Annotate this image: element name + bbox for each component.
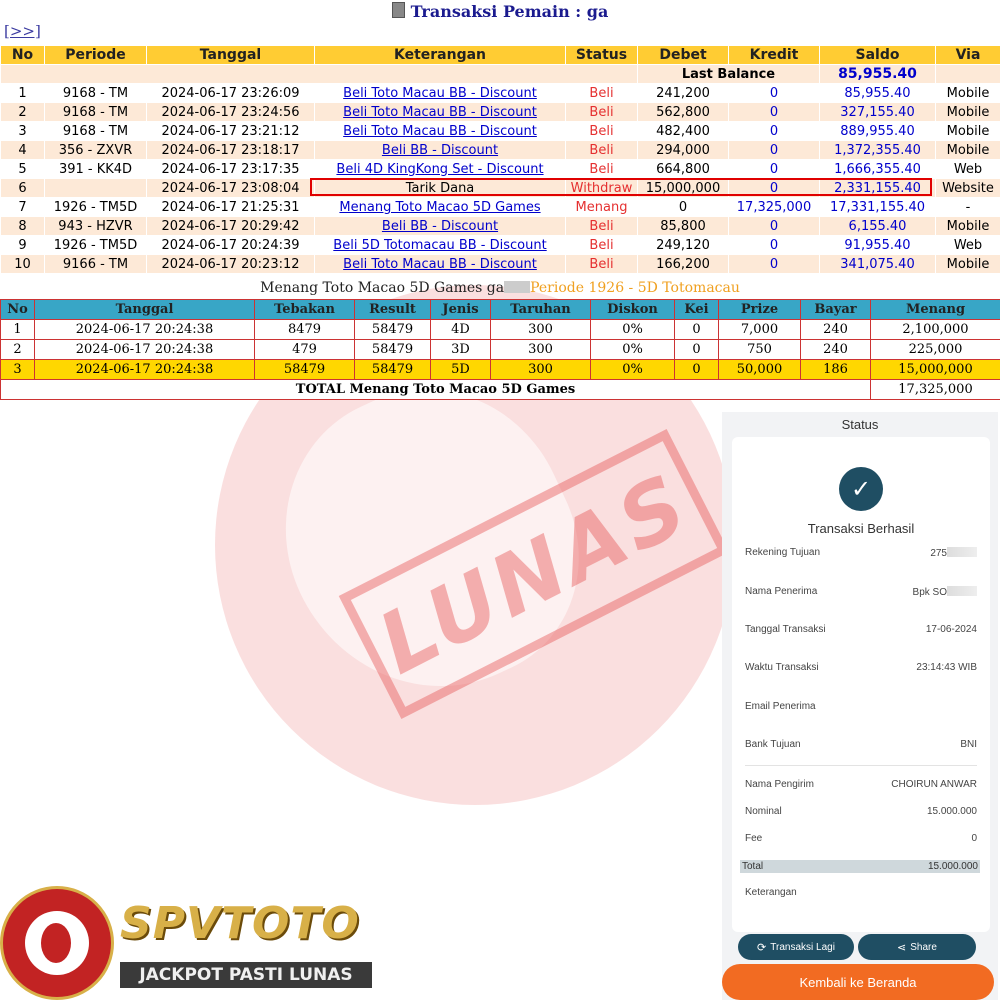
cell-via: Web	[936, 160, 1000, 179]
win-cell-prize: 750	[719, 340, 801, 360]
cell-kredit: 0	[729, 141, 820, 160]
share-icon: ⋖	[897, 941, 907, 954]
pengirim-value: CHOIRUN ANWAR	[891, 779, 977, 790]
cell-saldo: 85,955.40	[820, 84, 936, 103]
w-col-tebakan: Tebakan	[255, 300, 355, 320]
cell-kredit: 0	[729, 103, 820, 122]
win-cell-jenis: 4D	[431, 320, 491, 340]
transaction-detail-link[interactable]: Beli 5D Totomacau BB - Discount	[333, 237, 547, 253]
transaction-detail-link[interactable]: Beli Toto Macau BB - Discount	[343, 104, 537, 120]
col-via: Via	[936, 46, 1000, 65]
win-cell-diskon: 0%	[591, 320, 675, 340]
col-tanggal: Tanggal	[147, 46, 315, 65]
cell-saldo: 1,666,355.40	[820, 160, 936, 179]
win-cell-jenis: 5D	[431, 360, 491, 380]
cell-kredit: 0	[729, 84, 820, 103]
last-balance-row	[1, 65, 1000, 84]
cell-periode	[45, 179, 147, 198]
transaction-row	[1, 179, 1000, 198]
cell-via: Website	[936, 179, 1000, 198]
transaction-success-text: Transaksi Berhasil	[807, 521, 915, 536]
win-cell-menang: 225,000	[871, 340, 1000, 360]
rekening-value: 275	[930, 548, 947, 559]
win-cell-result: 58479	[355, 320, 431, 340]
document-icon	[392, 2, 405, 18]
cell-kredit: 0	[729, 255, 820, 274]
cell-no: 6	[1, 179, 45, 198]
rekening-label: Rekening Tujuan	[745, 547, 821, 558]
cell-no: 9	[1, 236, 45, 255]
cell-debet: 0	[638, 198, 729, 217]
cell-status: Beli	[566, 103, 638, 122]
nama-value: Bpk SO	[912, 587, 947, 598]
cell-debet: 482,400	[638, 122, 729, 141]
cell-debet: 85,800	[638, 217, 729, 236]
win-cell-tanggal: 2024-06-17 20:24:38	[35, 340, 255, 360]
cell-saldo: 91,955.40	[820, 236, 936, 255]
cell-saldo: 1,372,355.40	[820, 141, 936, 160]
win-cell-tebakan: 58479	[255, 360, 355, 380]
bank-value: BNI	[960, 739, 977, 750]
transaction-row	[1, 141, 1000, 160]
tanggal-value: 17-06-2024	[925, 624, 977, 635]
win-detail-table	[0, 299, 1000, 400]
cell-keterangan	[315, 255, 566, 274]
w-col-bayar: Bayar	[801, 300, 871, 320]
cell-status: Menang	[566, 198, 638, 217]
col-debet: Debet	[638, 46, 729, 65]
win-cell-bayar: 240	[801, 320, 871, 340]
next-page-link[interactable]: [>>]	[4, 22, 41, 40]
w-col-prize: Prize	[719, 300, 801, 320]
total-value: 15.000.000	[927, 861, 978, 872]
win-cell-result: 58479	[355, 360, 431, 380]
cell-status: Beli	[566, 255, 638, 274]
win-cell-result: 58479	[355, 340, 431, 360]
transaction-row	[1, 198, 1000, 217]
transaction-row	[1, 255, 1000, 274]
page-title-text: Transaksi Pemain : ga	[410, 2, 609, 21]
win-cell-kei: 0	[675, 320, 719, 340]
transaction-detail-link[interactable]: Beli 4D KingKong Set - Discount	[336, 161, 544, 177]
cell-status: Beli	[566, 84, 638, 103]
transaction-row	[1, 160, 1000, 179]
cell-tanggal: 2024-06-17 23:24:56	[147, 103, 315, 122]
win-cell-prize: 7,000	[719, 320, 801, 340]
col-periode: Periode	[45, 46, 147, 65]
w-col-result: Result	[355, 300, 431, 320]
win-periode: Periode 1926 - 5D Totomacau	[530, 280, 740, 296]
transaction-row	[1, 122, 1000, 141]
cell-tanggal: 2024-06-17 21:25:31	[147, 198, 315, 217]
w-col-kei: Kei	[675, 300, 719, 320]
cell-status: Beli	[566, 122, 638, 141]
cell-kredit: 0	[729, 179, 820, 198]
win-cell-diskon: 0%	[591, 340, 675, 360]
cell-saldo: 341,075.40	[820, 255, 936, 274]
cell-no: 5	[1, 160, 45, 179]
page-title	[0, 2, 1000, 21]
cell-tanggal: 2024-06-17 23:08:04	[147, 179, 315, 198]
email-label: Email Penerima	[745, 701, 816, 712]
cell-tanggal: 2024-06-17 23:21:12	[147, 122, 315, 141]
zodiac-emblem-icon	[0, 886, 114, 1000]
refresh-icon: ⟳	[757, 941, 767, 954]
win-total-value: 17,325,000	[871, 380, 1000, 400]
cell-via: Mobile	[936, 103, 1000, 122]
win-cell-tanggal: 2024-06-17 20:24:38	[35, 360, 255, 380]
keterangan-label: Keterangan	[745, 887, 797, 898]
col-kredit: Kredit	[729, 46, 820, 65]
transaksi-lagi-label: Transaksi Lagi	[770, 941, 835, 953]
cell-tanggal: 2024-06-17 23:26:09	[147, 84, 315, 103]
cell-debet: 166,200	[638, 255, 729, 274]
win-cell-bayar: 186	[801, 360, 871, 380]
transaction-row	[1, 236, 1000, 255]
w-col-diskon: Diskon	[591, 300, 675, 320]
cell-kredit: 0	[729, 217, 820, 236]
w-col-menang: Menang	[871, 300, 1000, 320]
cell-no: 10	[1, 255, 45, 274]
transaction-detail-link[interactable]: Beli Toto Macau BB - Discount	[343, 85, 537, 101]
cell-status: Beli	[566, 160, 638, 179]
transaction-detail-link[interactable]: Beli BB - Discount	[381, 218, 499, 234]
last-balance-value: 85,955.40	[820, 65, 936, 84]
col-status: Status	[566, 46, 638, 65]
pengirim-label: Nama Pengirim	[745, 779, 814, 790]
nominal-label: Nominal	[745, 806, 782, 817]
win-cell-no: 2	[1, 340, 35, 360]
win-cell-jenis: 3D	[431, 340, 491, 360]
win-row	[1, 340, 1000, 360]
win-cell-menang: 2,100,000	[871, 320, 1000, 340]
cell-periode: 391 - KK4D	[45, 160, 147, 179]
status-card-actions	[738, 934, 994, 960]
transaction-detail-link[interactable]: Beli Toto Macau BB - Discount	[343, 123, 537, 139]
win-cell-prize: 50,000	[719, 360, 801, 380]
cell-kredit: 0	[729, 160, 820, 179]
w-col-taruhan: Taruhan	[491, 300, 591, 320]
cell-debet: 249,120	[638, 236, 729, 255]
cell-saldo: 327,155.40	[820, 103, 936, 122]
cell-debet: 294,000	[638, 141, 729, 160]
transaksi-lagi-button[interactable]	[738, 934, 854, 960]
cell-debet: 241,200	[638, 84, 729, 103]
transaction-detail-link[interactable]: Beli BB - Discount	[381, 142, 499, 158]
fee-value: 0	[971, 833, 977, 844]
win-cell-tebakan: 479	[255, 340, 355, 360]
last-balance-label: Last Balance	[638, 65, 820, 84]
nominal-value: 15.000.000	[926, 806, 977, 817]
cell-saldo: 6,155.40	[820, 217, 936, 236]
cell-keterangan	[315, 236, 566, 255]
transaction-row	[1, 103, 1000, 122]
col-keterangan: Keterangan	[315, 46, 566, 65]
col-saldo: Saldo	[820, 46, 936, 65]
cell-saldo: 889,955.40	[820, 122, 936, 141]
cell-via: Mobile	[936, 217, 1000, 236]
cell-via: Mobile	[936, 255, 1000, 274]
cell-keterangan	[315, 160, 566, 179]
cell-saldo: 2,331,155.40	[820, 179, 936, 198]
w-col-tanggal: Tanggal	[35, 300, 255, 320]
win-cell-kei: 0	[675, 340, 719, 360]
status-card-title: Status	[841, 417, 879, 432]
waktu-value: 23:14:43 WIB	[916, 662, 977, 673]
cell-tanggal: 2024-06-17 20:23:12	[147, 255, 315, 274]
cell-via: Mobile	[936, 84, 1000, 103]
masked-name	[947, 586, 977, 596]
kembali-ke-beranda-button[interactable]: Kembali ke Beranda	[722, 964, 994, 1000]
cell-status: Beli	[566, 217, 638, 236]
cell-periode: 356 - ZXVR	[45, 141, 147, 160]
lunas-stamp: LUNAS	[339, 429, 730, 719]
cell-keterangan	[315, 84, 566, 103]
cell-via: Mobile	[936, 141, 1000, 160]
win-cell-menang: 15,000,000	[871, 360, 1000, 380]
cell-periode: 9168 - TM	[45, 103, 147, 122]
w-col-jenis: Jenis	[431, 300, 491, 320]
cell-no: 8	[1, 217, 45, 236]
cell-keterangan	[315, 103, 566, 122]
total-label: Total	[742, 861, 764, 872]
win-cell-no: 3	[1, 360, 35, 380]
cell-periode: 1926 - TM5D	[45, 236, 147, 255]
masked-account	[947, 547, 977, 557]
win-caption-text: Menang Toto Macao 5D Games ga	[260, 280, 505, 296]
cell-periode: 9168 - TM	[45, 122, 147, 141]
transactions-header-row	[1, 46, 1000, 65]
win-cell-no: 1	[1, 320, 35, 340]
cell-tanggal: 2024-06-17 20:24:39	[147, 236, 315, 255]
transaction-row	[1, 84, 1000, 103]
cell-keterangan: Tarik Dana	[315, 179, 566, 198]
waktu-label: Waktu Transaksi	[745, 662, 819, 673]
win-cell-bayar: 240	[801, 340, 871, 360]
cell-via: -	[936, 198, 1000, 217]
divider	[745, 765, 977, 766]
cell-periode: 9168 - TM	[45, 84, 147, 103]
win-cell-kei: 0	[675, 360, 719, 380]
cell-tanggal: 2024-06-17 20:29:42	[147, 217, 315, 236]
cell-keterangan	[315, 198, 566, 217]
transaction-detail-link[interactable]: Menang Toto Macao 5D Games	[339, 199, 541, 215]
cell-no: 3	[1, 122, 45, 141]
col-no: No	[1, 46, 45, 65]
transfer-status-card	[722, 412, 998, 1000]
cell-keterangan	[315, 141, 566, 160]
total-row	[740, 860, 980, 873]
win-cell-tebakan: 8479	[255, 320, 355, 340]
cell-status: Beli	[566, 236, 638, 255]
cell-via: Mobile	[936, 122, 1000, 141]
cell-status: Withdraw	[566, 179, 638, 198]
win-cell-taruhan: 300	[491, 360, 591, 380]
win-cell-taruhan: 300	[491, 340, 591, 360]
cell-kredit: 0	[729, 236, 820, 255]
nama-label: Nama Penerima	[745, 586, 818, 597]
status-card-body	[732, 437, 990, 932]
win-cell-diskon: 0%	[591, 360, 675, 380]
cell-debet: 15,000,000	[638, 179, 729, 198]
cell-tanggal: 2024-06-17 23:18:17	[147, 141, 315, 160]
brand-name: SPVTOTO	[120, 898, 360, 949]
brand-logo	[0, 878, 380, 1000]
cell-no: 7	[1, 198, 45, 217]
cell-no: 1	[1, 84, 45, 103]
cell-keterangan	[315, 122, 566, 141]
cell-kredit: 0	[729, 122, 820, 141]
win-row	[1, 320, 1000, 340]
cell-kredit: 17,325,000	[729, 198, 820, 217]
cell-keterangan	[315, 217, 566, 236]
masked-username	[504, 281, 530, 293]
cell-periode: 943 - HZVR	[45, 217, 147, 236]
transactions-table	[0, 45, 1000, 274]
cell-via: Web	[936, 236, 1000, 255]
win-total-row	[1, 380, 1000, 400]
win-cell-tanggal: 2024-06-17 20:24:38	[35, 320, 255, 340]
transaction-detail-link[interactable]: Beli Toto Macau BB - Discount	[343, 256, 537, 272]
win-header-row	[1, 300, 1000, 320]
win-total-label: TOTAL Menang Toto Macao 5D Games	[1, 380, 871, 400]
cell-debet: 562,800	[638, 103, 729, 122]
cell-periode: 1926 - TM5D	[45, 198, 147, 217]
share-button[interactable]	[858, 934, 976, 960]
win-cell-taruhan: 300	[491, 320, 591, 340]
bank-label: Bank Tujuan	[745, 739, 801, 750]
cell-status: Beli	[566, 141, 638, 160]
win-detail-caption	[0, 280, 1000, 296]
share-label: Share	[910, 941, 937, 953]
cell-periode: 9166 - TM	[45, 255, 147, 274]
tanggal-label: Tanggal Transaksi	[745, 624, 826, 635]
cell-no: 4	[1, 141, 45, 160]
check-icon: ✓	[839, 467, 883, 511]
cell-saldo: 17,331,155.40	[820, 198, 936, 217]
transaction-row	[1, 217, 1000, 236]
w-col-no: No	[1, 300, 35, 320]
cell-tanggal: 2024-06-17 23:17:35	[147, 160, 315, 179]
fee-label: Fee	[745, 833, 763, 844]
brand-tagline: JACKPOT PASTI LUNAS	[120, 962, 372, 988]
cell-no: 2	[1, 103, 45, 122]
win-row	[1, 360, 1000, 380]
cell-debet: 664,800	[638, 160, 729, 179]
